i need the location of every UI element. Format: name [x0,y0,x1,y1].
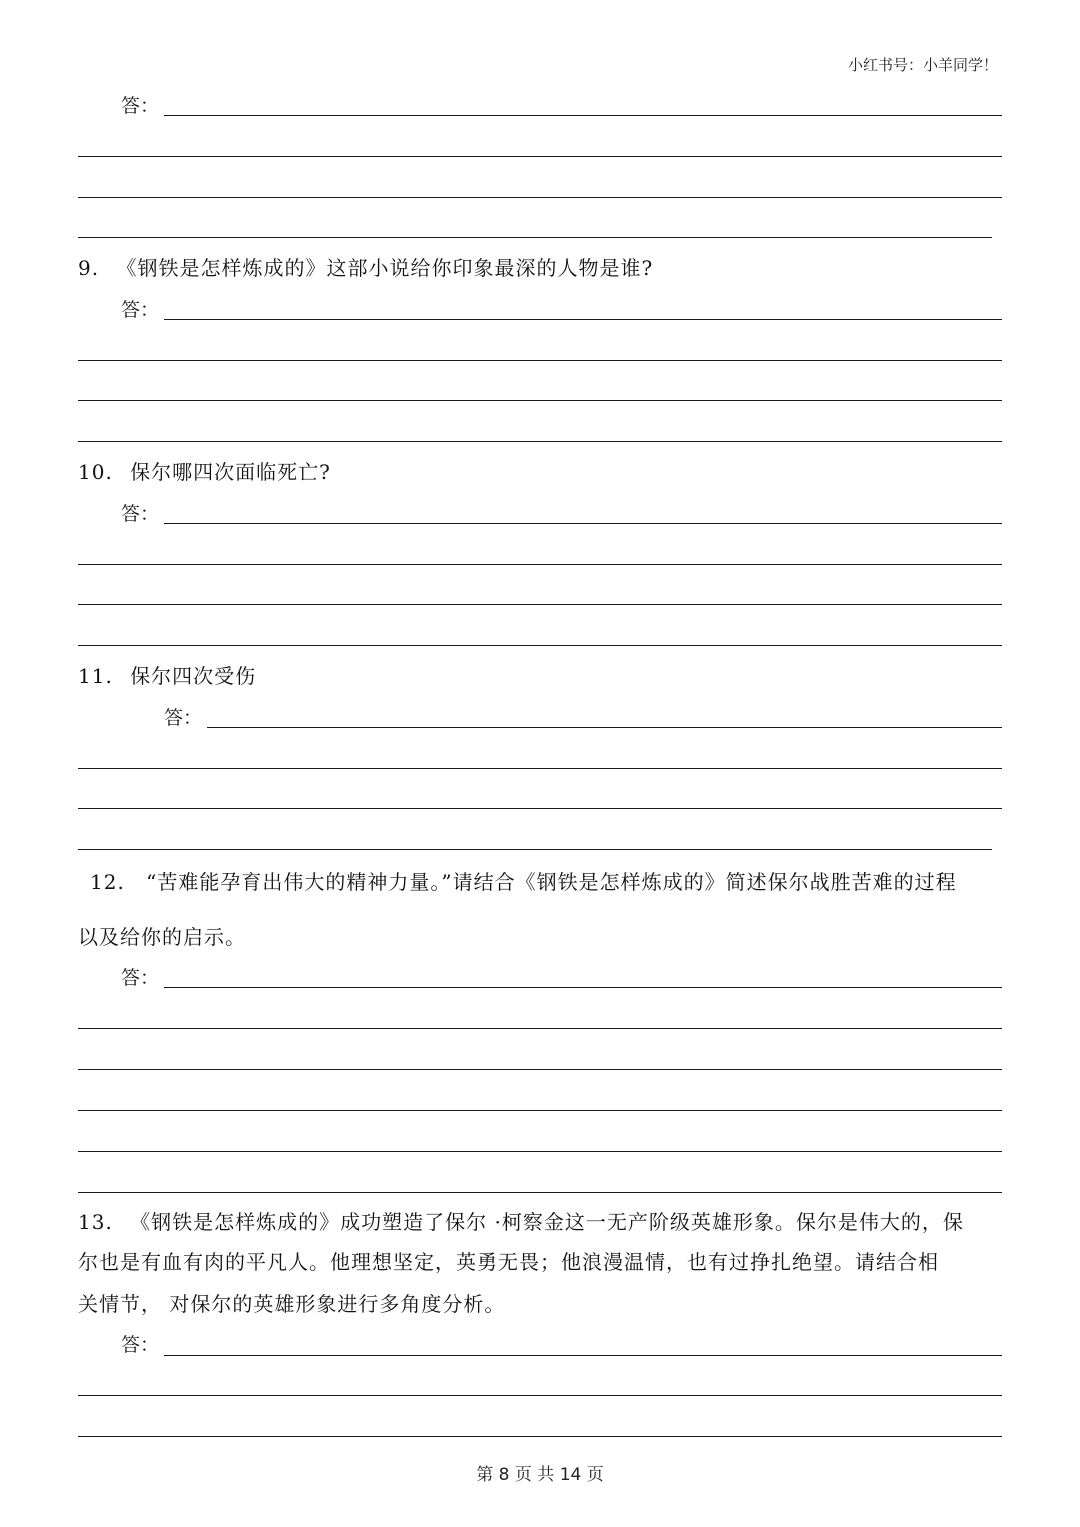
answer-line [78,360,1002,361]
answer-label: 答： [121,503,160,525]
answer-line [164,523,1002,524]
answer-line [78,1028,1002,1029]
answer-label: 答： [121,95,160,117]
question-9 [78,256,653,280]
answer-line [78,768,1002,769]
answer-line [78,1436,1002,1437]
question-text: “苦难能孕育出伟大的精神力量。”请结合《钢铁是怎样炼成的》简述保尔战胜苦难的过程 [146,870,957,894]
question-text: 《钢铁是怎样炼成的》这部小说给你印象最深的人物是谁? [116,256,654,280]
answer-line [78,197,1002,198]
answer-line [78,400,1002,401]
question-text: 保尔哪四次面临死亡? [130,460,331,484]
answer-line [164,987,1002,988]
watermark-label: 小红书号：小羊同学！ [847,56,998,74]
answer-line [78,645,1002,646]
question-11 [78,664,256,688]
question-13 [78,1210,964,1234]
answer-line [78,808,1002,809]
answer-line [78,1151,1002,1152]
question-12-line-2: 以及给你的启示。 [78,925,246,949]
question-10 [78,460,331,484]
page-number: 第 8 页 共 14 页 [476,1465,604,1485]
answer-line [78,1069,1002,1070]
answer-label: 答： [121,1334,160,1356]
answer-line [78,156,1002,157]
answer-line [78,849,992,850]
answer-line [78,564,1002,565]
question-number: 10. [78,460,113,484]
question-number: 11. [78,664,113,688]
answer-label: 答： [164,707,203,729]
answer-line [78,237,992,238]
answer-line [207,727,1002,728]
answer-line [78,1110,1002,1111]
question-number: 12. [90,870,125,894]
question-12 [90,870,957,894]
answer-line [164,115,1002,116]
answer-line [78,441,1002,442]
answer-line [78,604,1002,605]
question-text: 保尔四次受伤 [130,664,257,688]
answer-label: 答： [121,967,160,989]
question-13-line-3: 关情节， 对保尔的英雄形象进行多角度分析。 [78,1292,506,1316]
question-number: 13. [78,1210,113,1234]
question-text: 《钢铁是怎样炼成的》成功塑造了保尔 ·柯察金这一无产阶级英雄形象。保尔是伟大的，保 [130,1210,964,1234]
answer-label: 答： [121,299,160,321]
answer-line [164,319,1002,320]
answer-line [164,1355,1002,1356]
answer-line [78,1395,1002,1396]
answer-line [78,1192,1002,1193]
question-13-line-2: 尔也是有血有肉的平凡人。他理想坚定，英勇无畏；他浪漫温情，也有过挣扎绝望。请结合相 [78,1250,939,1274]
question-number: 9. [78,256,100,280]
